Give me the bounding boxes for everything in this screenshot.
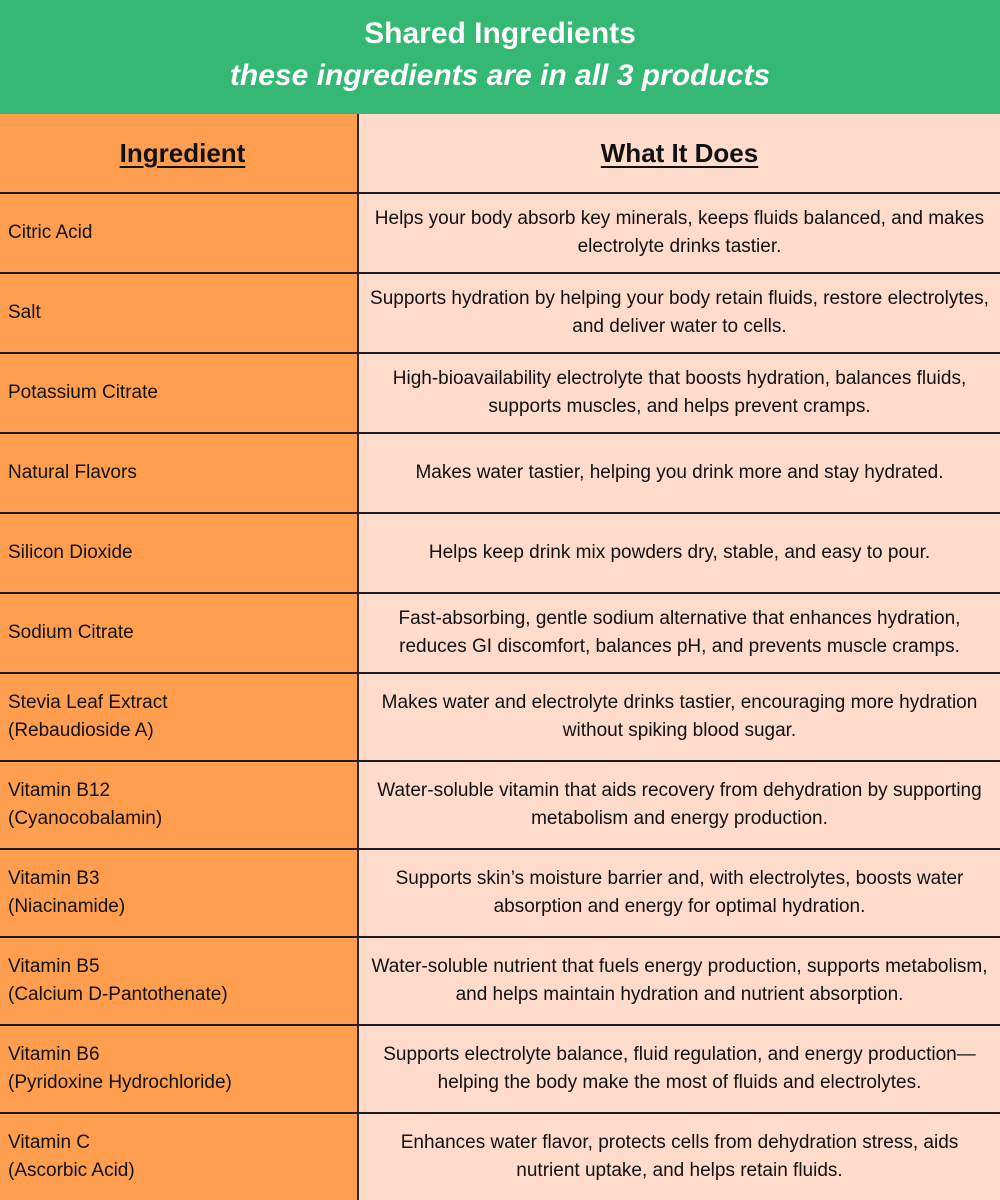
description-cell: Supports electrolyte balance, fluid regulation, and energy production—helping the body make the most of fluids and electrolytes. <box>359 1024 1000 1112</box>
ingredient-cell: Silicon Dioxide <box>0 512 359 592</box>
description-cell: Helps your body absorb key minerals, keeps fluids balanced, and makes electrolyte drinks tastier. <box>359 192 1000 272</box>
ingredient-cell: Vitamin B3 (Niacinamide) <box>0 848 359 936</box>
ingredients-table <box>0 114 1000 1200</box>
description-cell: Supports skin’s moisture barrier and, with electrolytes, boosts water absorption and energy for optimal hydration. <box>359 848 1000 936</box>
column-header-ingredient: Ingredient <box>0 114 359 192</box>
ingredient-cell: Vitamin B6 (Pyridoxine Hydrochloride) <box>0 1024 359 1112</box>
description-cell: High-bioavailability electrolyte that boosts hydration, balances fluids, supports muscles, and helps prevent cramps. <box>359 352 1000 432</box>
description-cell: Supports hydration by helping your body retain fluids, restore electrolytes, and deliver water to cells. <box>359 272 1000 352</box>
page-subtitle: these ingredients are in all 3 products <box>229 59 771 92</box>
ingredient-cell: Potassium Citrate <box>0 352 359 432</box>
ingredient-cell: Vitamin C (Ascorbic Acid) <box>0 1112 359 1200</box>
column-header-what-it-does: What It Does <box>359 114 1000 192</box>
ingredient-cell: Natural Flavors <box>0 432 359 512</box>
description-cell: Makes water tastier, helping you drink more and stay hydrated. <box>359 432 1000 512</box>
ingredient-cell: Vitamin B5 (Calcium D-Pantothenate) <box>0 936 359 1024</box>
ingredient-cell: Stevia Leaf Extract (Rebaudioside A) <box>0 672 359 760</box>
description-cell: Water-soluble vitamin that aids recovery from dehydration by supporting metabolism and energy production. <box>359 760 1000 848</box>
ingredient-cell: Citric Acid <box>0 192 359 272</box>
ingredient-cell: Salt <box>0 272 359 352</box>
description-cell: Water-soluble nutrient that fuels energy production, supports metabolism, and helps maintain hydration and nutrient absorption. <box>359 936 1000 1024</box>
description-cell: Fast-absorbing, gentle sodium alternative that enhances hydration, reduces GI discomfort, balances pH, and prevents muscle cramps. <box>359 592 1000 672</box>
page-title: Shared Ingredients <box>364 17 636 50</box>
ingredient-cell: Vitamin B12 (Cyanocobalamin) <box>0 760 359 848</box>
ingredient-cell: Sodium Citrate <box>0 592 359 672</box>
description-cell: Helps keep drink mix powders dry, stable, and easy to pour. <box>359 512 1000 592</box>
description-cell: Enhances water flavor, protects cells from dehydration stress, aids nutrient uptake, and helps retain fluids. <box>359 1112 1000 1200</box>
title-banner <box>0 0 1000 114</box>
description-cell: Makes water and electrolyte drinks tastier, encouraging more hydration without spiking blood sugar. <box>359 672 1000 760</box>
